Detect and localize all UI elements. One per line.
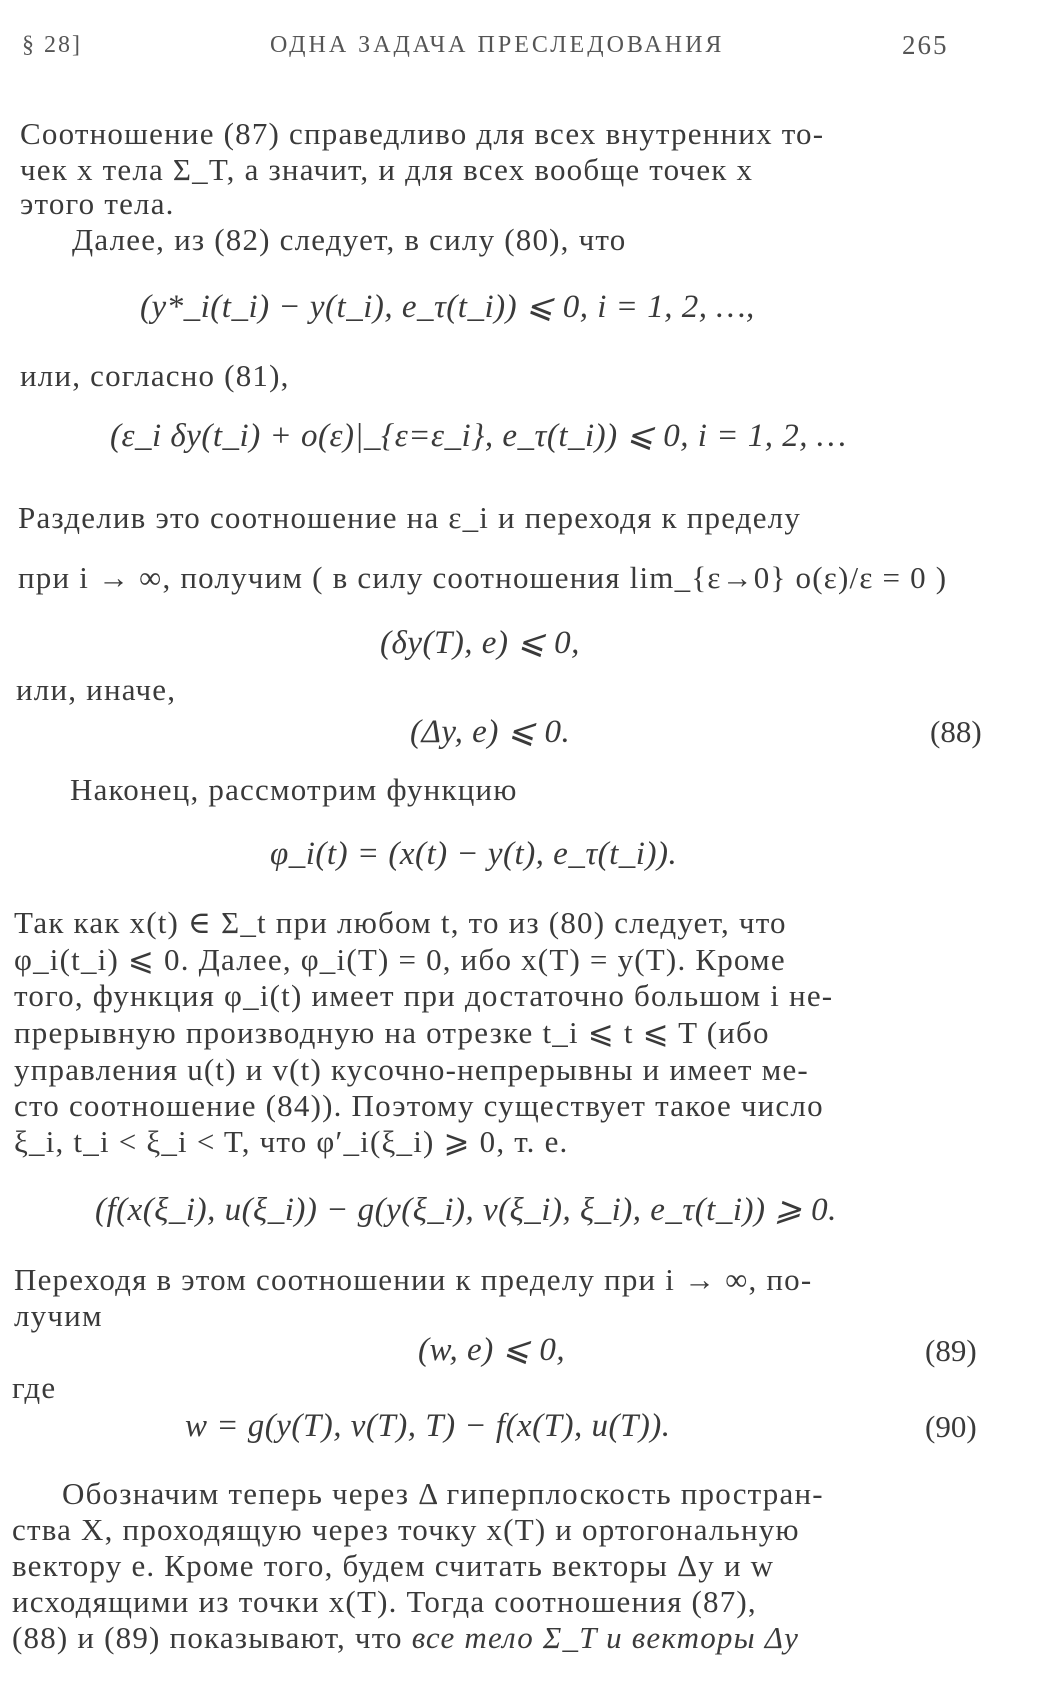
- text-line: [12, 1618, 799, 1658]
- text-line: Наконец, рассмотрим функцию: [70, 772, 518, 807]
- text-line: сто соотношение (84)). Поэтому существует такое число: [14, 1088, 824, 1123]
- text-line: управления u(t) и v(t) кусочно-непрерывны и имеет ме-: [14, 1052, 809, 1087]
- equation: φ_i(t) = (x(t) − y(t), e_τ(t_i)).: [270, 836, 678, 872]
- header-page-number: 265: [902, 30, 949, 60]
- equation: w = g(y(T), v(T), T) − f(x(T), u(T)).: [185, 1408, 671, 1444]
- text-line: или, иначе,: [16, 672, 177, 707]
- text-line: ξ_i, t_i < ξ_i < T, что φ′_i(ξ_i) ⩾ 0, т. е.: [14, 1124, 569, 1159]
- text-fragment-italic: все тело Σ_T и векторы Δy: [411, 1620, 800, 1655]
- text-line: φ_i(t_i) ⩽ 0. Далее, φ_i(T) = 0, ибо x(T) = y(T). Кроме: [14, 942, 786, 977]
- equation: (y*_i(t_i) − y(t_i), e_τ(t_i)) ⩽ 0, i = 1, 2, …,: [140, 289, 755, 325]
- text-line: лучим: [14, 1298, 103, 1333]
- header-section: § 28]: [22, 32, 82, 58]
- text-line: вектору e. Кроме того, будем считать векторы Δy и w: [12, 1548, 775, 1583]
- text-line: того, функция φ_i(t) имеет при достаточно большом i не-: [14, 978, 834, 1013]
- equation: (w, e) ⩽ 0,: [418, 1332, 566, 1368]
- text-line: исходящими из точки x(T). Тогда соотношения (87),: [12, 1584, 757, 1619]
- text-line: Далее, из (82) следует, в силу (80), что: [72, 222, 627, 257]
- text-line: прерывную производную на отрезке t_i ⩽ t ⩽ T (ибо: [14, 1015, 770, 1050]
- equation: (ε_i δy(t_i) + o(ε)|_{ε=ε_i}, e_τ(t_i)) ⩽ 0, i = 1, 2, …: [110, 418, 847, 454]
- text-line: этого тела.: [20, 186, 175, 221]
- text-line: при i → ∞, получим ( в силу соотношения lim_{ε→0} o(ε)/ε = 0 ): [18, 560, 948, 595]
- text-line: ства X, проходящую через точку x(T) и ортогональную: [12, 1512, 800, 1547]
- equation: (f(x(ξ_i), u(ξ_i)) − g(y(ξ_i), v(ξ_i), ξ_i), e_τ(t_i)) ⩾ 0.: [95, 1192, 837, 1228]
- equation: (δy(T), e) ⩽ 0,: [380, 625, 580, 661]
- equation-number: (89): [925, 1333, 977, 1368]
- text-line: Обозначим теперь через Δ гиперплоскость простран-: [62, 1476, 824, 1511]
- equation-number: (88): [930, 714, 982, 749]
- text-line: Переходя в этом соотношении к пределу при i → ∞, по-: [14, 1262, 813, 1297]
- text-line: Так как x(t) ∈ Σ_t при любом t, то из (80) следует, что: [14, 905, 787, 940]
- equation-number: (90): [925, 1409, 977, 1444]
- header-title: ОДНА ЗАДАЧА ПРЕСЛЕДОВАНИЯ: [270, 32, 725, 58]
- text-line: или, согласно (81),: [20, 358, 290, 393]
- text-fragment: (88) и (89) показывают, что: [12, 1620, 403, 1655]
- text-line: Разделив это соотношение на ε_i и переходя к пределу: [18, 500, 802, 535]
- text-line: где: [12, 1370, 57, 1405]
- text-line: Соотношение (87) справедливо для всех внутренних то-: [20, 116, 825, 151]
- text-line: чек x тела Σ_T, а значит, и для всех вообще точек x: [20, 152, 754, 187]
- equation: (Δy, e) ⩽ 0.: [410, 714, 571, 750]
